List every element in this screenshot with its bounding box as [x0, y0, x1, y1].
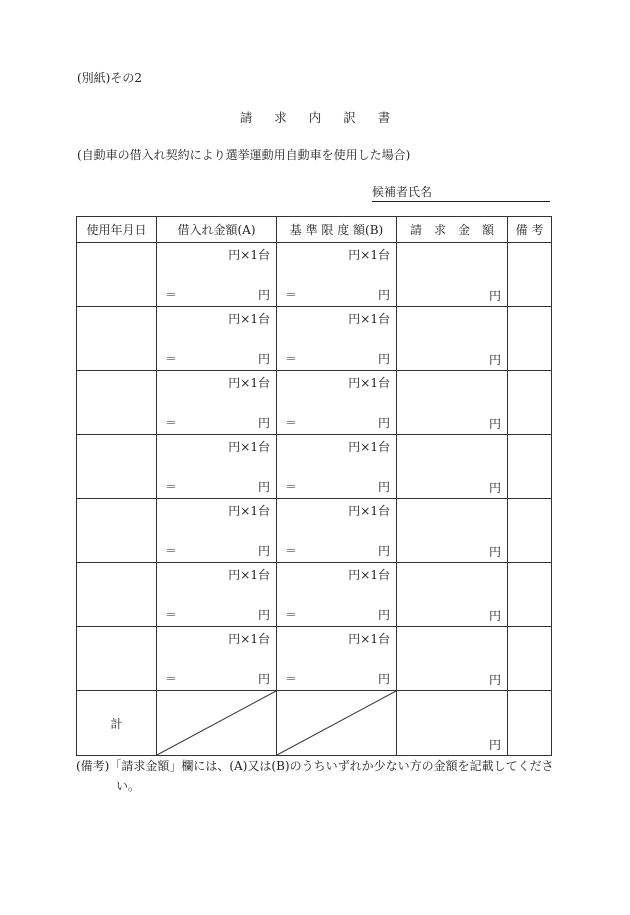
footnote-line2: い。: [116, 779, 141, 793]
equals-sign: ＝: [285, 352, 298, 366]
limit-amount-cell[interactable]: [277, 371, 397, 435]
claim-amount-cell[interactable]: [397, 435, 508, 499]
table-row: [77, 243, 552, 307]
claim-amount-cell[interactable]: [397, 627, 508, 691]
unit-per-car: 円×1台: [348, 376, 390, 390]
yen-unit: 円: [377, 288, 390, 302]
remarks-cell[interactable]: [508, 627, 552, 691]
yen-unit: 円: [488, 545, 501, 559]
unit-per-car: 円×1台: [348, 568, 390, 582]
rental-amount-cell[interactable]: [157, 243, 277, 307]
unit-per-car: 円×1台: [228, 632, 270, 646]
table-header-row: [77, 217, 552, 243]
total-label: 計: [77, 691, 157, 756]
date-cell[interactable]: [77, 435, 157, 499]
header-claim-amount: 請 求 金 額: [397, 217, 508, 243]
total-claim-cell[interactable]: [397, 691, 508, 756]
equals-sign: ＝: [165, 672, 178, 686]
header-date: 使用年月日: [77, 217, 157, 243]
unit-per-car: 円×1台: [228, 312, 270, 326]
total-limit-cell: [277, 691, 397, 756]
total-remarks-cell[interactable]: [508, 691, 552, 756]
equals-sign: ＝: [165, 608, 178, 622]
remarks-cell[interactable]: [508, 499, 552, 563]
yen-unit: 円: [257, 288, 270, 302]
claim-amount-cell[interactable]: [397, 307, 508, 371]
claim-amount-cell[interactable]: [397, 499, 508, 563]
equals-sign: ＝: [165, 544, 178, 558]
date-cell[interactable]: [77, 371, 157, 435]
claim-amount-cell[interactable]: [397, 243, 508, 307]
yen-unit: 円: [488, 289, 501, 303]
table-row: [77, 307, 552, 371]
header-remarks: 備 考: [508, 217, 552, 243]
form-label: (別紙)その2: [77, 71, 142, 85]
title-char: 求: [274, 110, 287, 125]
diagonal-line: [157, 691, 276, 755]
unit-per-car: 円×1台: [348, 248, 390, 262]
rental-amount-cell[interactable]: [157, 371, 277, 435]
remarks-cell[interactable]: [508, 243, 552, 307]
remarks-cell[interactable]: [508, 371, 552, 435]
yen-unit: 円: [257, 352, 270, 366]
yen-unit: 円: [377, 608, 390, 622]
unit-per-car: 円×1台: [228, 568, 270, 582]
header-rental-amount: 借入れ金額(A): [157, 217, 277, 243]
equals-sign: ＝: [165, 416, 178, 430]
equals-sign: ＝: [165, 288, 178, 302]
yen-unit: 円: [377, 352, 390, 366]
yen-unit: 円: [488, 417, 501, 431]
unit-per-car: 円×1台: [228, 376, 270, 390]
equals-sign: ＝: [285, 544, 298, 558]
equals-sign: ＝: [285, 480, 298, 494]
candidate-name-field[interactable]: [372, 183, 550, 202]
subtitle: (自動車の借入れ契約により選挙運動用自動車を使用した場合): [77, 148, 411, 162]
rental-amount-cell[interactable]: [157, 307, 277, 371]
yen-unit: 円: [488, 609, 501, 623]
yen-unit: 円: [377, 544, 390, 558]
unit-per-car: 円×1台: [348, 440, 390, 454]
date-cell[interactable]: [77, 243, 157, 307]
title-char: 内: [308, 110, 322, 125]
equals-sign: ＝: [165, 480, 178, 494]
remarks-cell[interactable]: [508, 563, 552, 627]
claim-amount-cell[interactable]: [397, 371, 508, 435]
table-row: [77, 563, 552, 627]
equals-sign: ＝: [285, 608, 298, 622]
title-char: 請: [239, 110, 253, 125]
limit-amount-cell[interactable]: [277, 627, 397, 691]
document-title: [0, 108, 630, 126]
unit-per-car: 円×1台: [348, 632, 390, 646]
equals-sign: ＝: [285, 288, 298, 302]
table-row: [77, 627, 552, 691]
claim-table: [76, 216, 552, 756]
yen-unit: 円: [257, 416, 270, 430]
equals-sign: ＝: [285, 672, 298, 686]
yen-unit: 円: [488, 481, 501, 495]
yen-unit: 円: [257, 672, 270, 686]
rental-amount-cell[interactable]: [157, 435, 277, 499]
limit-amount-cell[interactable]: [277, 563, 397, 627]
yen-unit: 円: [377, 672, 390, 686]
remarks-cell[interactable]: [508, 435, 552, 499]
unit-per-car: 円×1台: [228, 440, 270, 454]
yen-unit: 円: [257, 544, 270, 558]
yen-unit: 円: [377, 416, 390, 430]
table-row: [77, 435, 552, 499]
diagonal-line: [277, 691, 396, 755]
equals-sign: ＝: [285, 416, 298, 430]
date-cell[interactable]: [77, 307, 157, 371]
title-char: 書: [377, 110, 391, 125]
candidate-name-label: 候補者氏名: [372, 185, 433, 199]
yen-unit: 円: [257, 480, 270, 494]
footnote-line1: (備考)「請求金額」欄には、(A)又は(B)のうちいずれか少ない方の金額を記載してくださ: [76, 759, 554, 773]
date-cell[interactable]: [77, 627, 157, 691]
yen-unit: 円: [488, 353, 501, 367]
limit-amount-cell[interactable]: [277, 307, 397, 371]
unit-per-car: 円×1台: [348, 504, 390, 518]
rental-amount-cell[interactable]: [157, 563, 277, 627]
total-rental-cell: [157, 691, 277, 756]
remarks-cell[interactable]: [508, 307, 552, 371]
rental-amount-cell[interactable]: [157, 627, 277, 691]
total-row: [77, 691, 552, 756]
rental-amount-cell[interactable]: [157, 499, 277, 563]
title-char: 訳: [343, 110, 356, 125]
unit-per-car: 円×1台: [348, 312, 390, 326]
claim-amount-cell[interactable]: [397, 563, 508, 627]
footnote: [76, 756, 556, 796]
date-cell[interactable]: [77, 563, 157, 627]
equals-sign: ＝: [165, 352, 178, 366]
table-row: [77, 371, 552, 435]
table-row: [77, 499, 552, 563]
yen-unit: 円: [488, 673, 501, 687]
limit-amount-cell[interactable]: [277, 243, 397, 307]
yen-unit: 円: [377, 480, 390, 494]
yen-unit: 円: [257, 608, 270, 622]
header-limit-amount: 基 準 限 度 額(B): [277, 217, 397, 243]
date-cell[interactable]: [77, 499, 157, 563]
unit-per-car: 円×1台: [228, 248, 270, 262]
limit-amount-cell[interactable]: [277, 499, 397, 563]
yen-unit: 円: [488, 738, 501, 752]
limit-amount-cell[interactable]: [277, 435, 397, 499]
unit-per-car: 円×1台: [228, 504, 270, 518]
